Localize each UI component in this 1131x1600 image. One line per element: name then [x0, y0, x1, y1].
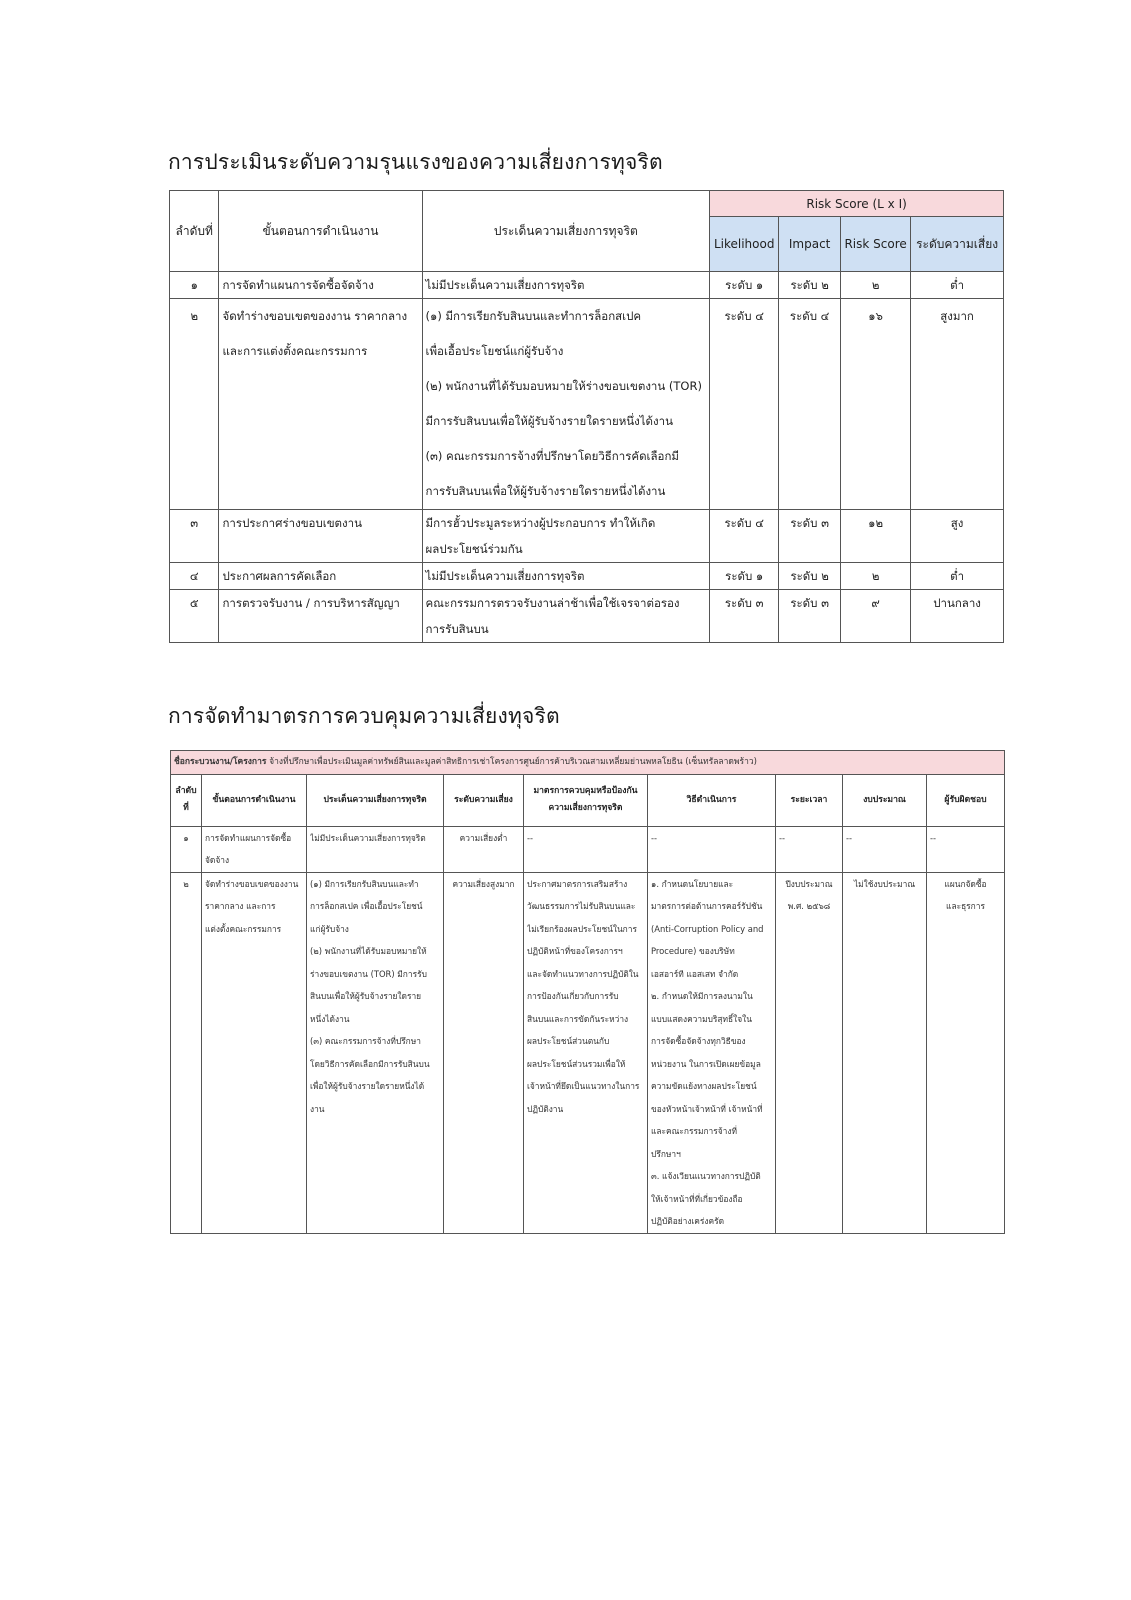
cell-line: ๓. แจ้งเวียนแนวทางการปฏิบัติ [651, 1171, 761, 1181]
cell-no: ๓ [170, 510, 219, 563]
cell-line: ผลประโยชน์ร่วมกัน [425, 542, 523, 556]
cell-step [219, 299, 422, 510]
cell-line: และจัดทำแนวทางการปฏิบัติใน [527, 968, 639, 979]
cell-line: สินบนเพื่อให้ผู้รับจ้างรายใดราย [310, 991, 422, 1001]
cell-line: ปฏิบัติงาน [527, 1103, 564, 1114]
cell-line: มาตรการต่อต้านการคอร์รัปชัน [651, 901, 763, 911]
cell-issue [422, 299, 710, 510]
cell-likelihood: ระดับ ๑ [710, 272, 779, 299]
cell-no: ๒ [170, 299, 219, 510]
cell-line: แบบแสดงความบริสุทธิ์ใจใน [651, 1013, 752, 1024]
cell-line: พ.ศ. ๒๕๖๘ [787, 901, 831, 911]
cell-level: สูง [911, 510, 1004, 563]
cell-line: (๒) พนักงานที่ได้รับมอบหมายให้ร่างขอบเขตงาน (TOR) [425, 379, 702, 393]
cell-step [202, 826, 307, 872]
cell-line: และธุรการ [946, 901, 985, 911]
cell-line: การตรวจรับงาน / การบริหารสัญญา [222, 596, 400, 610]
cell-line: จัดจ้าง [205, 855, 230, 865]
cell-line: แผนกจัดซื้อ [944, 878, 987, 889]
header-issue: ประเด็นความเสี่ยงการทุจริต [307, 774, 444, 826]
cell-impact: ระดับ ๒ [779, 272, 841, 299]
cell-score: ๑๖ [841, 299, 911, 510]
cell-impact: ระดับ ๓ [779, 590, 841, 643]
cell-line: Procedure) ของบริษัท [651, 946, 735, 956]
cell-score: ๙ [841, 590, 911, 643]
table-row [171, 872, 1005, 1233]
header-measure-line: ความเสี่ยงการทุจริต [548, 803, 623, 813]
cell-owner [927, 872, 1005, 1233]
cell-line: ของหัวหน้าเจ้าหน้าที่ เจ้าหน้าที่ [651, 1103, 763, 1114]
cell-line: จัดทำร่างขอบเขตของงาน ราคากลาง [222, 309, 408, 323]
cell-level: ต่ำ [911, 272, 1004, 299]
cell-impact: ระดับ ๓ [779, 510, 841, 563]
cell-line: ไม่ใช้งบประมาณ [853, 878, 916, 889]
cell-line: ปฏิบัติอย่างเคร่งครัด [651, 1216, 725, 1226]
risk-control-table [170, 750, 1005, 1234]
header-risk-score-group: Risk Score (L x I) [710, 191, 1004, 217]
cell-line: แก่ผู้รับจ้าง [310, 923, 349, 934]
cell-line: งาน [310, 1103, 325, 1114]
cell-line: เจ้าหน้าที่ยึดเป็นแนวทางในการ [527, 1081, 640, 1091]
cell-issue [307, 872, 444, 1233]
cell-line: (๑) มีการเรียกรับสินบนและทำการล็อกสเปค [425, 309, 642, 323]
cell-line: มีการฮั้วประมูลระหว่างผู้ประกอบการ ทำให้เกิด [425, 516, 656, 530]
cell-line: (๒) พนักงานที่ได้รับมอบหมายให้ [310, 946, 427, 956]
cell-line: ผลประโยชน์ส่วนตนกับ [527, 1036, 610, 1046]
cell-line: -- [651, 832, 658, 843]
cell-line: เอสอาร์ที แอสเสท จำกัด [651, 968, 739, 979]
header-owner: ผู้รับผิดชอบ [927, 774, 1005, 826]
cell-line: แต่งตั้งคณะกรรมการ [205, 923, 282, 934]
cell-line: ไม่มีประเด็นความเสี่ยงการทุจริต [425, 278, 585, 292]
cell-line: การจัดซื้อจัดจ้างทุกวิธีของ [651, 1036, 746, 1046]
cell-line: หนึ่งได้งาน [310, 1013, 350, 1024]
cell-level: ปานกลาง [911, 590, 1004, 643]
header-issue: ประเด็นความเสี่ยงการทุจริต [422, 191, 710, 272]
cell-line: ความขัดแย้งทางผลประโยชน์ [651, 1081, 757, 1091]
cell-step [202, 872, 307, 1233]
header-no: ลำดับที่ [171, 774, 202, 826]
cell-score: ๒ [841, 563, 911, 590]
cell-line: การประกาศร่างขอบเขตงาน [222, 516, 362, 530]
cell-period [776, 872, 843, 1233]
cell-budget [843, 826, 927, 872]
header-period: ระยะเวลา [776, 774, 843, 826]
cell-method [648, 872, 776, 1233]
cell-level: สูงมาก [911, 299, 1004, 510]
cell-likelihood: ระดับ ๑ [710, 563, 779, 590]
header-method: วิธีดำเนินการ [648, 774, 776, 826]
cell-no: ๕ [170, 590, 219, 643]
cell-line: สินบนและการขัดกันระหว่าง [527, 1013, 629, 1024]
cell-line: หน่วยงาน ในการเปิดเผยข้อมูล [651, 1058, 761, 1069]
cell-line: จัดทำร่างขอบเขตของงาน [205, 878, 299, 889]
header-risk-score: Risk Score [841, 217, 911, 272]
cell-level: ความเสี่ยงต่ำ [444, 826, 524, 872]
cell-line: -- [527, 832, 534, 843]
cell-impact: ระดับ ๔ [779, 299, 841, 510]
cell-step [219, 590, 422, 643]
section1-title: การประเมินระดับความรุนแรงของความเสี่ยงการทุจริต [168, 150, 663, 174]
header-likelihood: Likelihood [710, 217, 779, 272]
cell-issue [307, 826, 444, 872]
table-row [170, 272, 1004, 299]
cell-level: ต่ำ [911, 563, 1004, 590]
cell-likelihood: ระดับ ๔ [710, 510, 779, 563]
header-no: ลำดับที่ [170, 191, 219, 272]
cell-line: ไม่มีประเด็นความเสี่ยงการทุจริต [310, 832, 426, 843]
header-risk-level: ระดับความเสี่ยง [911, 217, 1004, 272]
header-impact: Impact [779, 217, 841, 272]
cell-line: -- [930, 832, 937, 843]
cell-line: (๑) มีการเรียกรับสินบนและทำ [310, 878, 419, 889]
cell-line: ปฏิบัติหน้าที่ของโครงการฯ [527, 946, 623, 956]
cell-measure [524, 872, 648, 1233]
cell-impact: ระดับ ๒ [779, 563, 841, 590]
project-row [171, 751, 1005, 775]
cell-line: ๑. กำหนดนโยบายและ [651, 878, 734, 889]
cell-step [219, 563, 422, 590]
cell-line: การจัดทำแผนการจัดซื้อจัดจ้าง [222, 278, 374, 292]
project-label: ชื่อกระบวนงาน/โครงการ [174, 757, 267, 767]
project-name: จ้างที่ปรึกษาเพื่อประเมินมูลค่าทรัพย์สินและมูลค่าสิทธิการเช่าโครงการศูนย์การค้าบริเวณสามเหลี่ยมย่านพหลโยธิน (เซ็นทรัลลาดพร้าว) [269, 757, 757, 767]
header-budget: งบประมาณ [843, 774, 927, 826]
cell-line: เพื่อเอื้อประโยชน์แก่ผู้รับจ้าง [425, 344, 564, 358]
cell-budget [843, 872, 927, 1233]
cell-likelihood: ระดับ ๓ [710, 590, 779, 643]
cell-owner [927, 826, 1005, 872]
header-measure [524, 774, 648, 826]
cell-issue [422, 590, 710, 643]
cell-line: มีการรับสินบนเพื่อให้ผู้รับจ้างรายใดรายหนึ่งได้งาน [425, 414, 673, 428]
table-row [170, 510, 1004, 563]
cell-line: ประกาศมาตรการเสริมสร้าง [527, 878, 628, 889]
cell-line: -- [779, 832, 786, 843]
cell-line: ปรึกษาฯ [651, 1148, 681, 1159]
cell-line: (๓) คณะกรรมการจ้างที่ปรึกษา [310, 1036, 421, 1046]
cell-line: ปีงบประมาณ [785, 878, 833, 889]
cell-step [219, 510, 422, 563]
section2-title: การจัดทำมาตรการควบคุมความเสี่ยงทุจริต [168, 704, 560, 728]
header-measure-line: มาตรการควบคุมหรือป้องกัน [533, 786, 638, 796]
cell-method [648, 826, 776, 872]
cell-likelihood: ระดับ ๔ [710, 299, 779, 510]
header-step: ขั้นตอนการดำเนินงาน [219, 191, 422, 272]
table-row [170, 563, 1004, 590]
cell-line: (๓) คณะกรรมการจ้างที่ปรึกษาโดยวิธีการคัดเลือกมี [425, 449, 679, 463]
cell-period [776, 826, 843, 872]
cell-score: ๒ [841, 272, 911, 299]
cell-line: การป้องกันเกี่ยวกับการรับ [527, 991, 619, 1001]
cell-no: ๑ [170, 272, 219, 299]
cell-no: ๑ [171, 826, 202, 872]
header-level: ระดับความเสี่ยง [444, 774, 524, 826]
cell-line: และการแต่งตั้งคณะกรรมการ [222, 344, 368, 358]
cell-line: ๒. กำหนดให้มีการลงนามใน [651, 991, 753, 1001]
cell-line: การจัดทำแผนการจัดซื้อ [205, 832, 292, 843]
cell-line: ผลประโยชน์ส่วนรวมเพื่อให้ [527, 1058, 626, 1069]
cell-line: การรับสินบนเพื่อให้ผู้รับจ้างรายใดรายหนึ่งได้งาน [425, 484, 666, 498]
cell-score: ๑๒ [841, 510, 911, 563]
cell-no: ๒ [171, 872, 202, 1233]
table-row [171, 826, 1005, 872]
risk-assessment-table [169, 190, 1004, 643]
cell-line: และคณะกรรมการจ้างที่ [651, 1126, 737, 1136]
cell-line: ราคากลาง และการ [205, 901, 276, 911]
cell-line: -- [846, 832, 853, 843]
header-step: ขั้นตอนการดำเนินงาน [202, 774, 307, 826]
cell-line: (Anti-Corruption Policy and [651, 923, 764, 934]
cell-level: ความเสี่ยงสูงมาก [444, 872, 524, 1233]
cell-line: การล็อกสเปค เพื่อเอื้อประโยชน์ [310, 901, 423, 911]
cell-line: วัฒนธรรมการไม่รับสินบนและ [527, 901, 636, 911]
cell-line: โดยวิธีการคัดเลือกมีการรับสินบน [310, 1058, 430, 1069]
cell-no: ๔ [170, 563, 219, 590]
cell-step [219, 272, 422, 299]
cell-line: ไม่เรียกร้องผลประโยชน์ในการ [527, 923, 637, 934]
cell-line: ให้เจ้าหน้าที่ที่เกี่ยวข้องถือ [651, 1193, 743, 1204]
cell-line: การรับสินบน [425, 622, 489, 636]
cell-line: ร่างขอบเขตงาน (TOR) มีการรับ [310, 968, 427, 979]
cell-issue [422, 563, 710, 590]
cell-line: เพื่อให้ผู้รับจ้างรายใดรายหนึ่งได้ [310, 1081, 425, 1091]
cell-line: ไม่มีประเด็นความเสี่ยงการทุจริต [425, 569, 585, 583]
cell-measure [524, 826, 648, 872]
cell-issue [422, 272, 710, 299]
cell-line: ประกาศผลการคัดเลือก [222, 569, 337, 583]
cell-issue [422, 510, 710, 563]
cell-line: คณะกรรมการตรวจรับงานล่าช้าเพื่อใช้เจรจาต่อรอง [425, 596, 680, 610]
table-row [170, 299, 1004, 510]
table-row [170, 590, 1004, 643]
